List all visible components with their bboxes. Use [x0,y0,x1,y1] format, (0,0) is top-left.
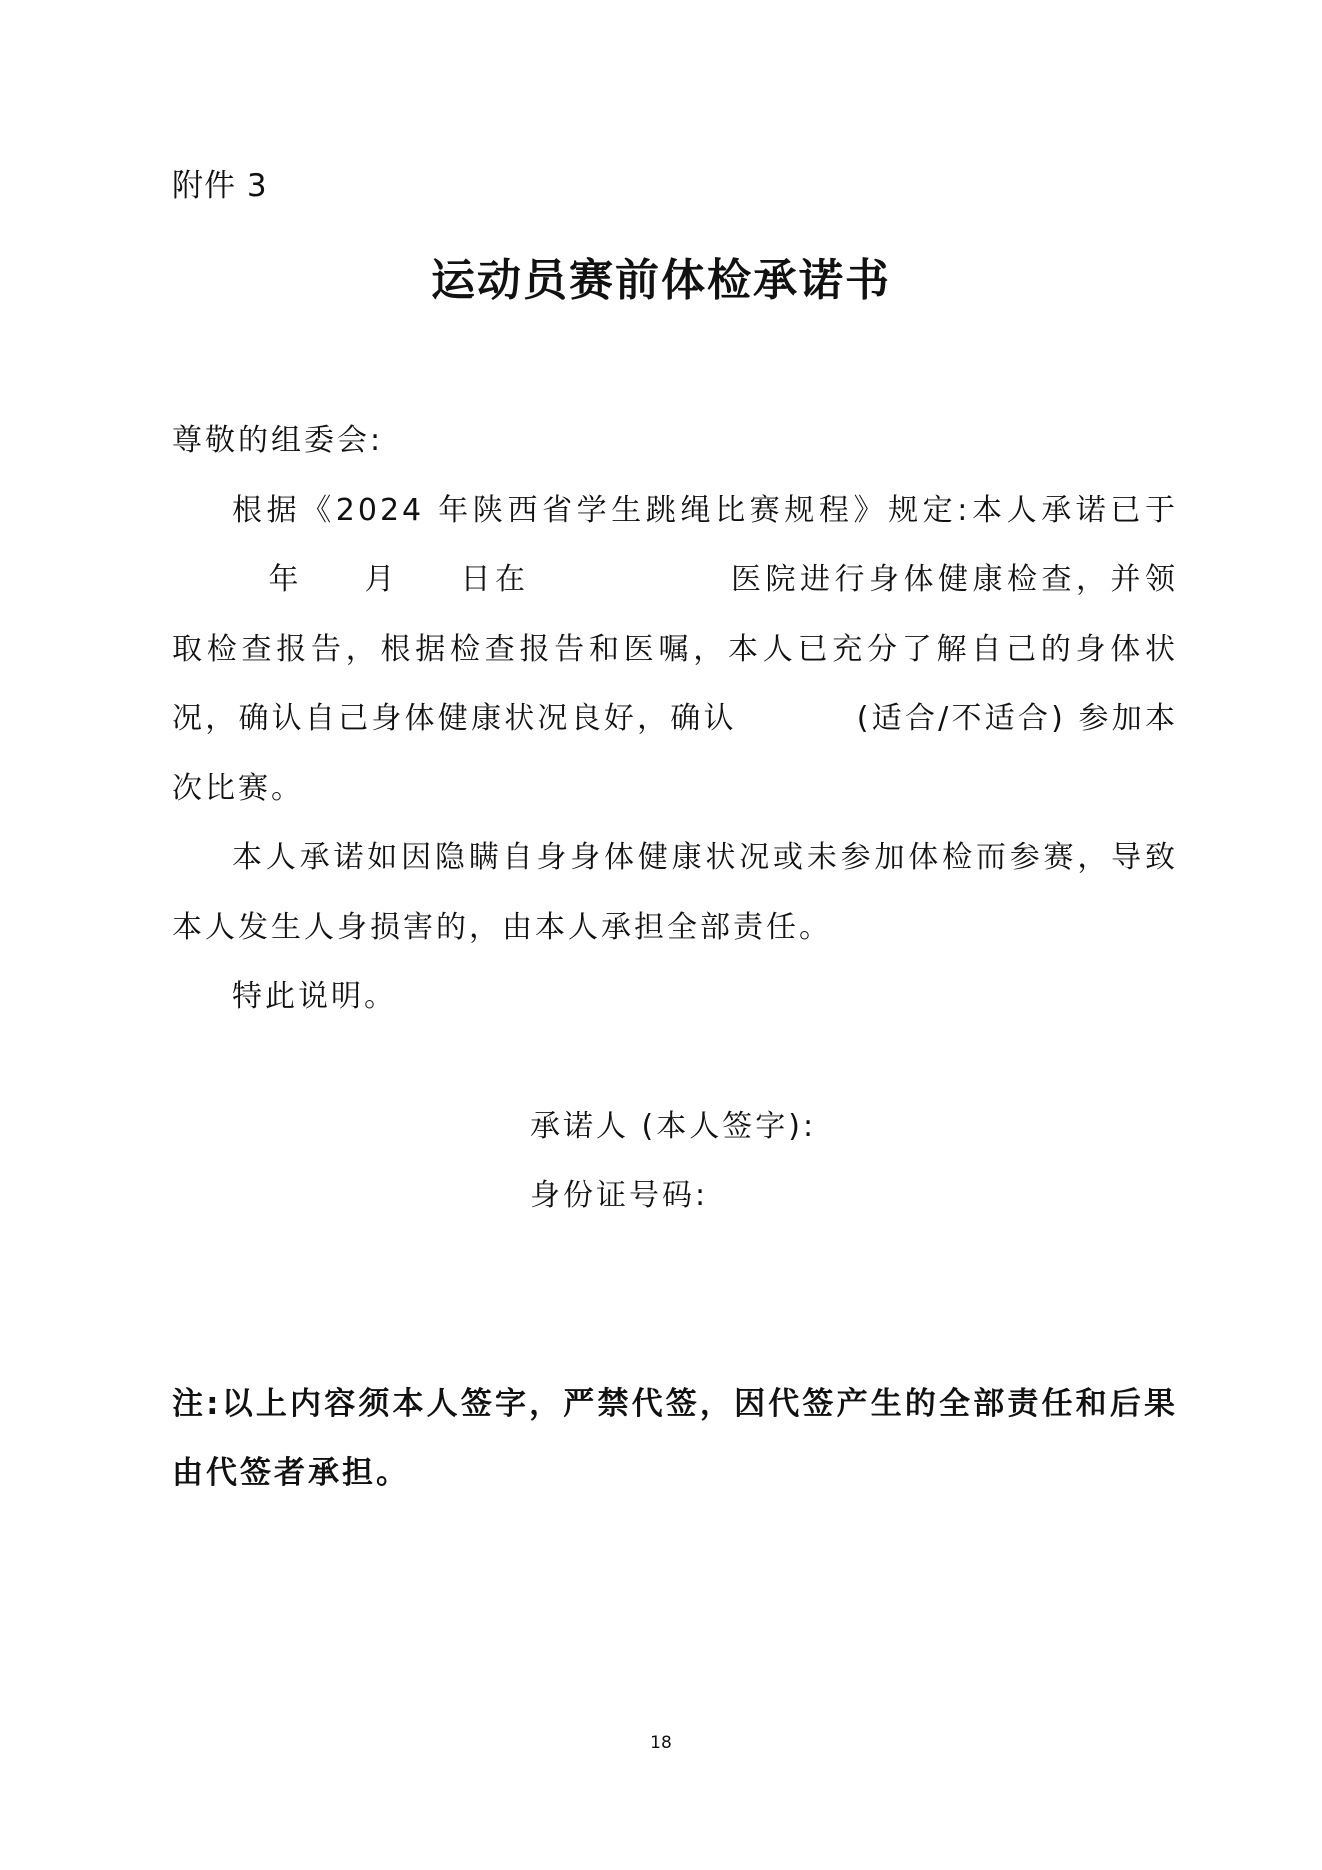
salutation: 尊敬的组委会: [172,423,384,458]
promiser-signature-label: 承诺人 (本人签字): [530,1109,817,1144]
paragraph-closing: 特此说明。 [232,979,397,1014]
year-label: 年 [267,562,303,597]
signature-block [530,1092,816,1230]
document-body [172,406,1178,1032]
paragraph-text: 医院进行身体健康检查，并领取检查报告，根据检查报告和医嘱，本人已充分了解自己的身体状况，确认自己身体健康状况良好，确认 [172,562,1178,736]
document-title: 运动员赛前体检承诺书 [431,255,891,306]
paragraph-health-check [172,476,1178,824]
id-number-label: 身份证号码: [530,1178,709,1213]
page-number: 18 [650,1733,672,1753]
month-label: 月 [363,562,399,597]
attachment-label: 附件 3 [172,168,268,204]
note: 注:以上内容须本人签字，严禁代签，因代签产生的全部责任和后果由代签者承担。 [172,1386,1178,1491]
paragraph-text: 根据《2024 年陕西省学生跳绳比赛规程》规定:本人承诺已于 [232,492,1178,528]
day-label: 日在 [459,562,530,597]
paragraph-text: (适合/不适合) 参加本次比赛。 [172,701,1179,806]
paragraph-responsibility: 本人承诺如因隐瞒自身身体健康状况或未参加体检而参赛，导致本人发生人身损害的，由本人承担全部责任。 [172,840,1178,945]
